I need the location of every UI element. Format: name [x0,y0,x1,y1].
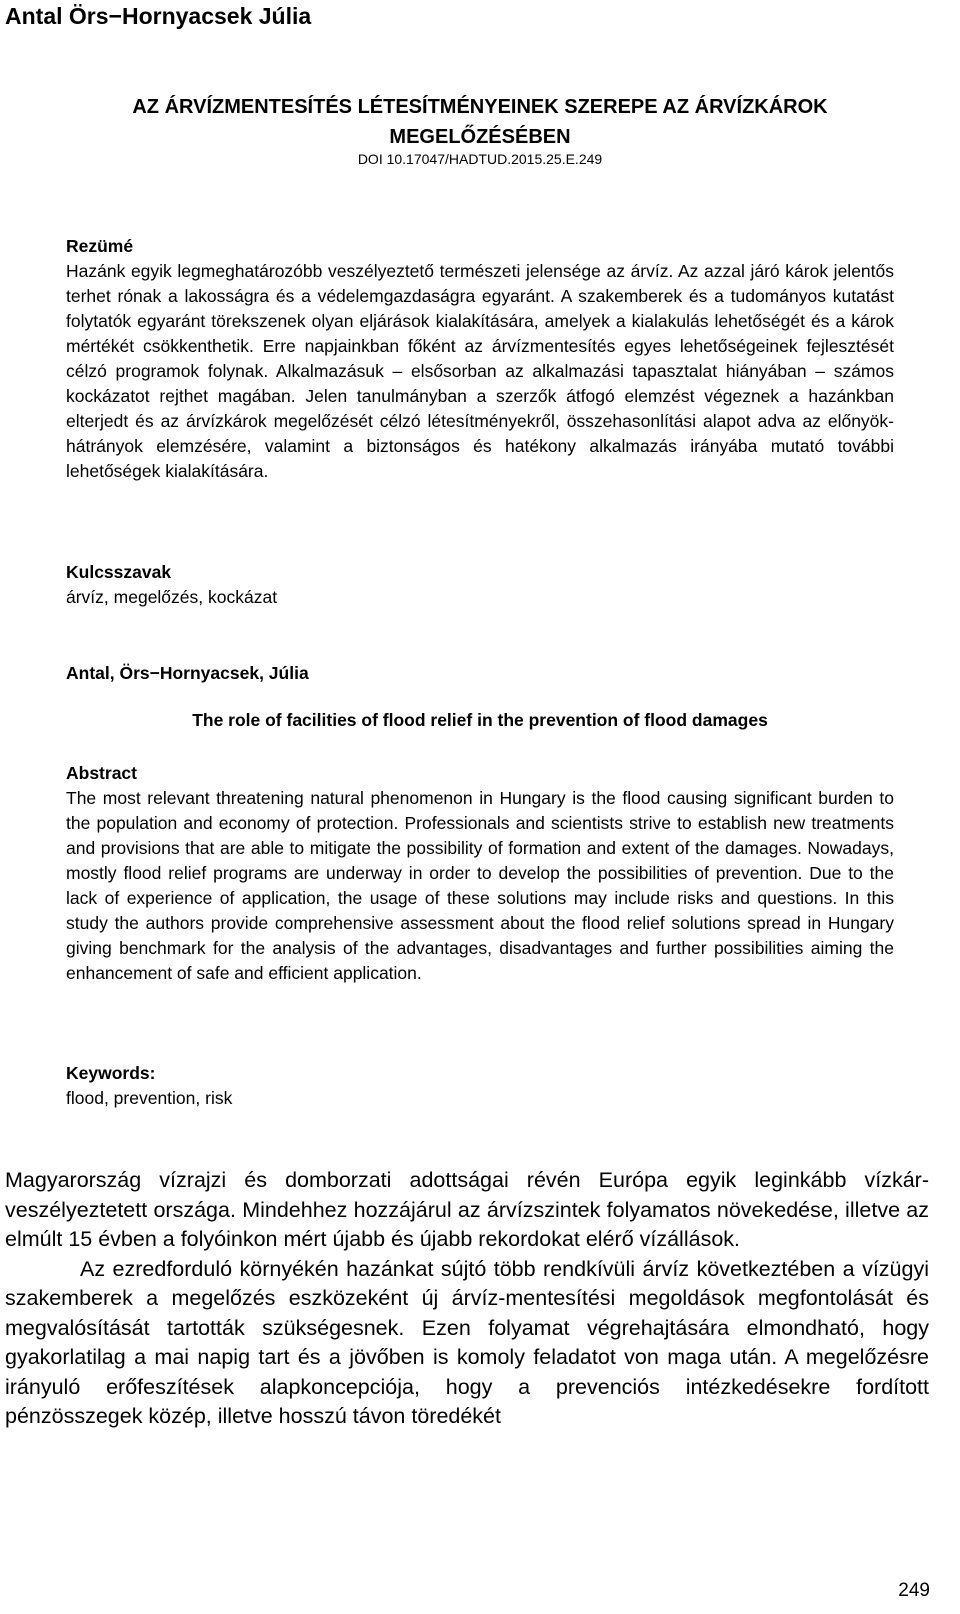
rezume-text: Hazánk egyik legmeghatározóbb veszélyeztető természeti jelensége az árvíz. Az azzal járó károk jelentős terhet rónak a lakosságra és a védelemgazdaságra egyaránt. A szakemberek és a tudományos kutatást folytatók egyaránt törekszenek olyan eljárások kialakítására, amelyek a kialakulás lehetőségét és a károk mértékét csökkenthetik. Erre napjainkban főként az árvízmentesítés egyes lehetőségeinek fejlesztését célzó programok folynak. Alkalmazásuk – elsősorban az alkalmazási tapasztalat hiányában – számos kockázatot rejthet magában. Jelen tanulmányban a szerzők átfogó elemzést végeznek a hazánkban elterjedt és az árvízkárok megelőzését célzó létesítményekről, összehasonlítási alapot adva az előnyök-hátrányok elemzésére, valamint a biztonságos és hatékony alkalmazás irányába mutató további lehetőségek kialakítására. [66,261,894,481]
keywords-heading: Keywords: [66,1063,156,1083]
title-line-1: AZ ÁRVÍZMENTESÍTÉS LÉTESÍTMÉNYEINEK SZEREPE AZ ÁRVÍZKÁROK [132,96,828,118]
doi[interactable]: DOI 10.17047/HADTUD.2015.25.E.249 [357,151,603,167]
kulcsszavak-heading: Kulcsszavak [66,562,172,582]
body-text [5,1166,929,1432]
paper-title-english: The role of facilities of flood relief in the prevention of flood damages [192,710,768,730]
abstract-heading: Abstract [66,763,137,783]
keywords-text: flood, prevention, risk [66,1088,233,1108]
page-number: 249 [898,1580,930,1601]
author-name-english: Antal, Örs−Hornyacsek, Júlia [66,663,309,683]
body-paragraph-2: Az ezredforduló környékén hazánkat sújtó több rendkívüli árvíz következtében a vízügyi szakemberek a megelőzés eszközeként új árvíz-mentesítési megoldások megfontolását és megvalósítását tartották szükségesnek. Ezen folyamat végrehajtására elmondható, hogy gyakorlatilag a mai napig tart és a jövőben is komoly feladatot von maga után. A megelőzésre irányuló erőfeszítések alapkoncepciója, hogy a prevenciós intézkedésekre fordított pénzösszegek közép, illetve hosszú távon töredékét [5,1256,929,1428]
kulcsszavak-text: árvíz, megelőzés, kockázat [66,587,278,607]
abstract-text: The most relevant threatening natural phenomenon in Hungary is the flood causing significant burden to the population and economy of protection. Professionals and scientists strive to establish new treatments and provisions that are able to mitigate the possibility of formation and extent of the damages. Nowadays, mostly flood relief programs are underway in order to develop the possibilities of prevention. Due to the lack of experience of application, the usage of these solutions may include risks and questions. In this study the authors provide comprehensive assessment about the flood relief solutions spread in Hungary giving benchmark for the analysis of the advantages, disadvantages and further possibilities aiming the enhancement of safe and efficient application. [66,788,894,983]
author-name-hungarian: Antal Örs−Hornyacsek Júlia [5,3,312,29]
body-paragraph-1: Magyarország vízrajzi és domborzati adottságai révén Európa egyik leginkább vízkár-veszélyeztetett országa. Mindehhez hozzájárul az árvízszintek folyamatos növekedése, illetve az elmúlt 15 évben a folyóinkon mért újabb és újabb rekordokat elérő vízállások. [5,1168,929,1251]
paper-title-hungarian [60,92,900,152]
title-line-2: MEGELŐZÉSÉBEN [389,126,571,148]
rezume-heading: Rezümé [66,236,134,256]
